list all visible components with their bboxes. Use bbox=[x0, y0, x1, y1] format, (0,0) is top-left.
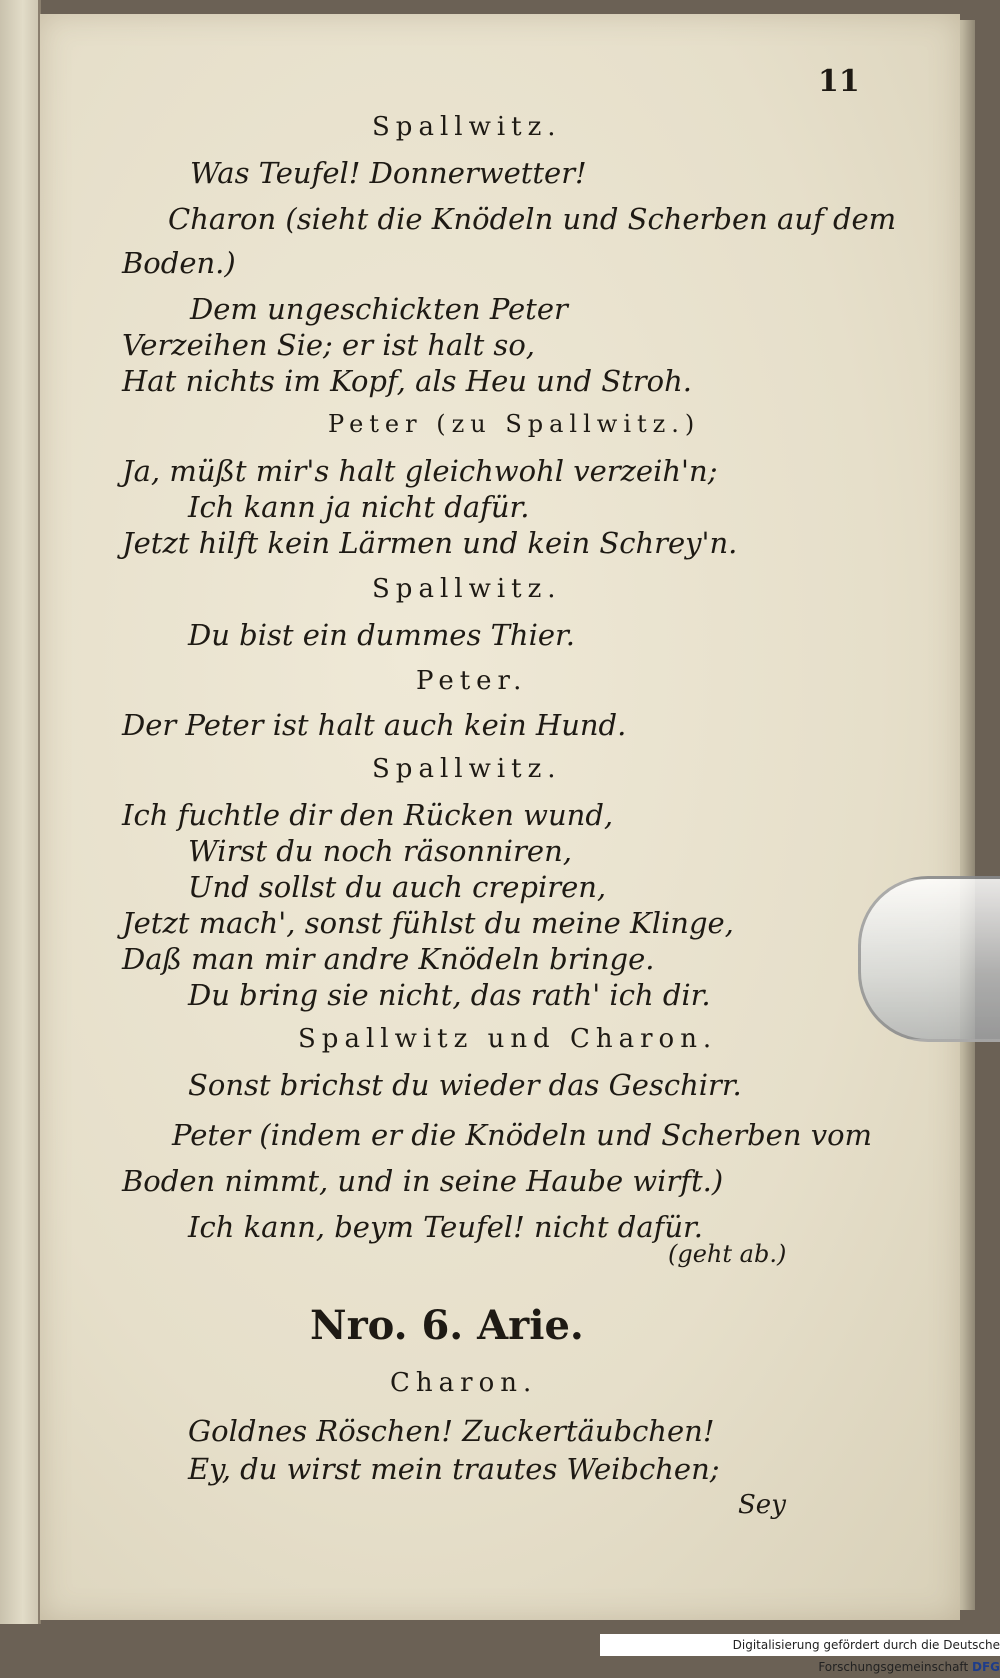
stage-direction: Boden.) bbox=[122, 246, 236, 280]
text-line: Jetzt hilft kein Lärmen und kein Schrey'n. bbox=[122, 526, 738, 560]
page-clip bbox=[858, 876, 1000, 1042]
page-number: 11 bbox=[818, 64, 860, 99]
text-line: Ich fuchtle dir den Rücken wund, bbox=[122, 798, 614, 832]
text-line: Ich kann ja nicht dafür. bbox=[188, 490, 530, 524]
text-line: Verzeihen Sie; er ist halt so, bbox=[122, 328, 535, 362]
footer-text: Digitalisierung gefördert durch die Deutsche Forschungsgemeinschaft bbox=[732, 1638, 1000, 1674]
text-line: Du bist ein dummes Thier. bbox=[188, 618, 575, 652]
text-line: Goldnes Röschen! Zuckertäubchen! bbox=[188, 1414, 715, 1448]
dfg-logo: DFG bbox=[971, 1660, 1000, 1674]
stage-direction: Peter (indem er die Knödeln und Scherben vom bbox=[172, 1118, 873, 1152]
text-line: Der Peter ist halt auch kein Hund. bbox=[122, 708, 627, 742]
speaker-label: Peter. bbox=[416, 666, 528, 696]
text-line: Daß man mir andre Knödeln bringe. bbox=[122, 942, 655, 976]
aria-heading: Nro. 6. Arie. bbox=[310, 1302, 584, 1349]
text-line: Jetzt mach', sonst fühlst du meine Klinge, bbox=[122, 906, 734, 940]
text-line: Ja, müßt mir's halt gleichwohl verzeih'n; bbox=[122, 454, 718, 488]
text-line: Dem ungeschickten Peter bbox=[190, 292, 568, 326]
speaker-label: Spallwitz. bbox=[372, 112, 562, 142]
text-line: Ich kann, beym Teufel! nicht dafür. bbox=[188, 1210, 703, 1244]
text-line: Ey, du wirst mein trautes Weibchen; bbox=[188, 1452, 720, 1486]
book-page bbox=[40, 14, 960, 1620]
facing-page-edge bbox=[0, 0, 41, 1624]
speaker-label: Spallwitz. bbox=[372, 574, 562, 604]
text-line: Hat nichts im Kopf, als Heu und Stroh. bbox=[122, 364, 693, 398]
text-line: Wirst du noch räsonniren, bbox=[188, 834, 572, 868]
text-line: Was Teufel! Donnerwetter! bbox=[190, 156, 587, 190]
catchword: Sey bbox=[738, 1490, 786, 1520]
speaker-label: Spallwitz und Charon. bbox=[298, 1024, 718, 1054]
stage-direction: (geht ab.) bbox=[668, 1240, 787, 1268]
stage-direction: Boden nimmt, und in seine Haube wirft.) bbox=[122, 1164, 724, 1198]
show-through-text bbox=[690, 114, 870, 1514]
speaker-label: Spallwitz. bbox=[372, 754, 562, 784]
speaker-label: Peter (zu Spallwitz.) bbox=[328, 410, 701, 438]
footer bbox=[600, 1634, 1000, 1674]
text-line: Sonst brichst du wieder das Geschirr. bbox=[188, 1068, 742, 1102]
text-line: Und sollst du auch crepiren, bbox=[188, 870, 607, 904]
stage-direction: Charon (sieht die Knödeln und Scherben auf dem bbox=[168, 202, 897, 236]
text-line: Du bring sie nicht, das rath' ich dir. bbox=[188, 978, 711, 1012]
speaker-label: Charon. bbox=[390, 1368, 538, 1398]
